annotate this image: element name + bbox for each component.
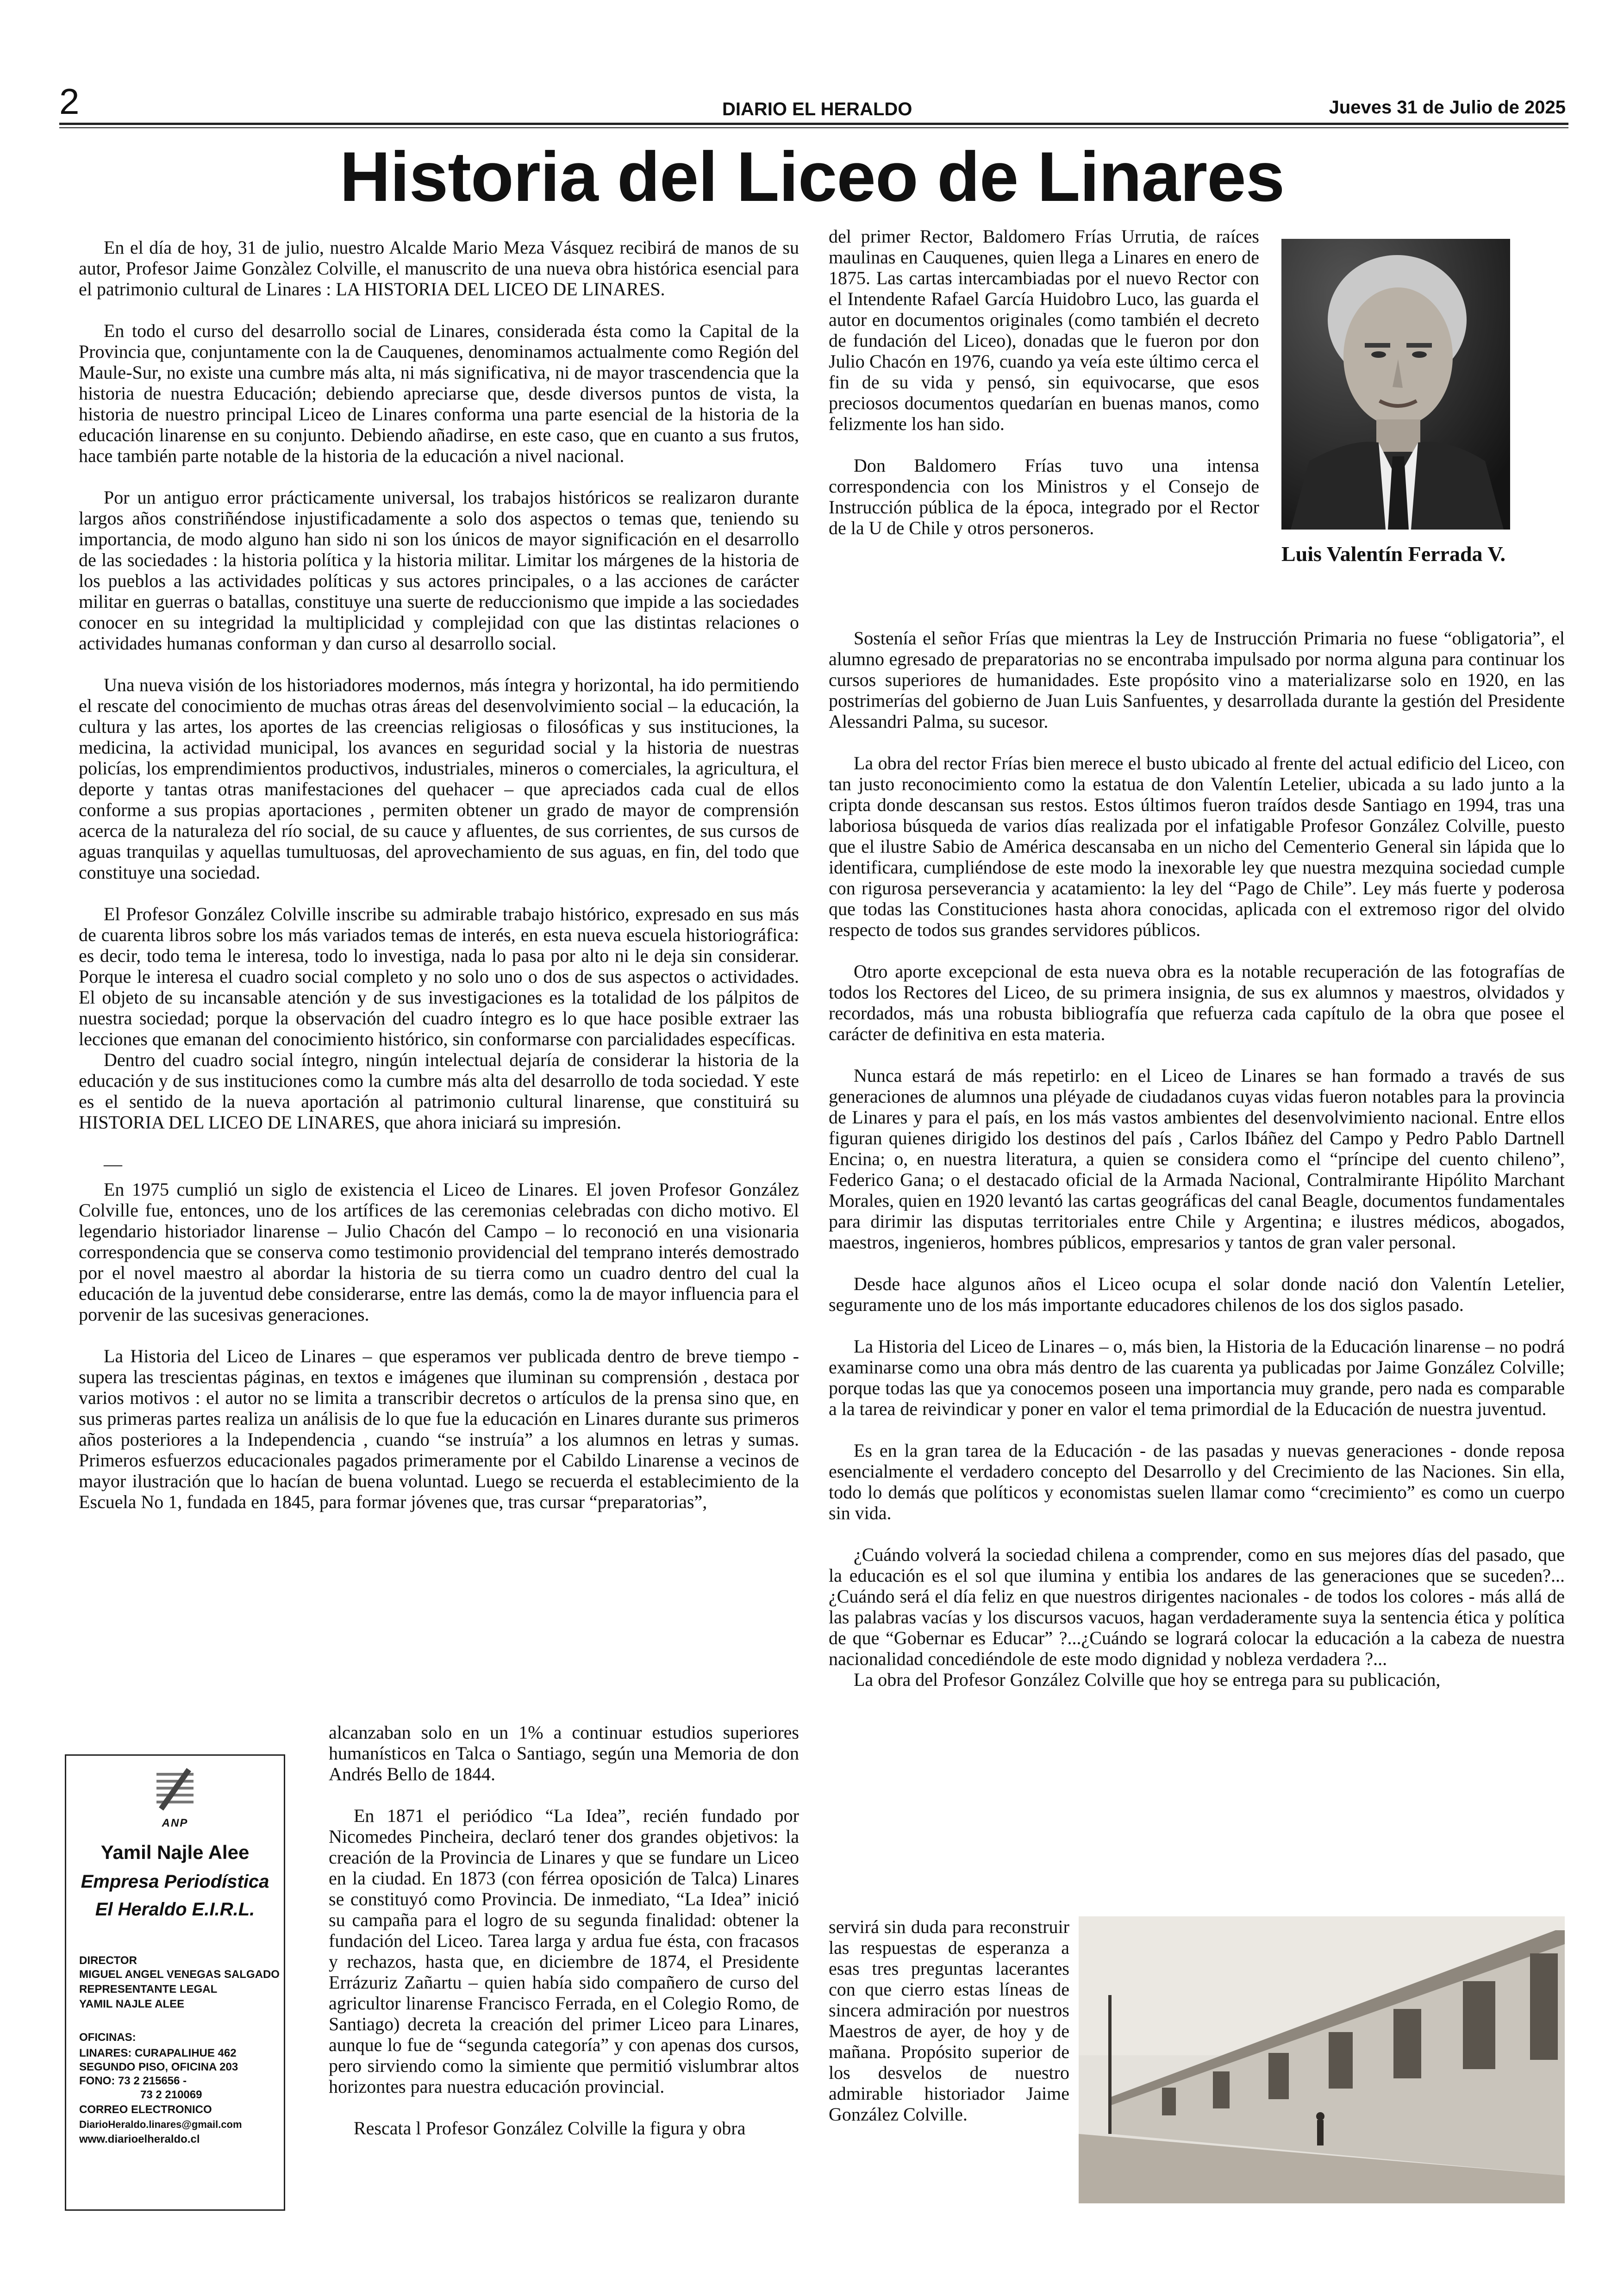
publisher-box (65, 1754, 285, 2211)
director-name: MIGUEL ANGEL VENEGAS SALGADO (79, 1968, 280, 1981)
phone-line1: FONO: 73 2 215656 - (79, 2075, 187, 2087)
article-paragraph: El Profesor González Colville inscribe su admirable trabajo histórico, expresado en sus más de cuarenta libros sobre los más variados temas de interés, en esta nueva escuela historiográfica: es decir, todo tema le interesa, todo lo investiga, nada lo pasa por alto ni le deja sin considerar. Porque le interesa el cuadro social completo y no solo uno o dos de sus aspectos o actividades. El objeto de su incansable atención y de sus investigaciones es la totalidad de los pálpitos de nuestra sociedad; porque la observación del cuadro íntegro es lo que hace posible extraer las lecciones que emanan del conocimiento histórico, sin conformarse con parcialidades específicas. (79, 904, 799, 1049)
director-label: DIRECTOR (79, 1954, 137, 1967)
article-paragraph: del primer Rector, Baldomero Frías Urrutia, de raíces maulinas en Cauquenes, quien llega a Linares en enero de 1875. Las cartas intercambiadas por el nuevo Rector con el Intendente Rafael García Huidobro Luco, las guarda el autor en documentos originales (como también el decreto de fundación del Liceo), donadas que le fueron por don Julio Chacón en 1976, cuando ya veía este último cerca el fin de su vida y pensó, sin equivocarse, que esos preciosos documentos quedarían en buenas manos, como felizmente los han sido. (829, 226, 1259, 434)
article-paragraph: Desde hace algunos años el Liceo ocupa el solar donde nació don Valentín Letelier, seguramente uno de los más importante educadores chilenos de los dos siglos pasado. (829, 1273, 1565, 1315)
article-column-right (829, 628, 1565, 1915)
article-paragraph: Es en la gran tarea de la Educación - de las pasadas y nuevas generaciones - donde reposa esencialmente el verdadero concepto del Desarrollo y del Crecimiento de las Naciones. Sin ella, todo lo demás que políticos y economistas suelen llamar como “crecimiento” es como un cuerpo sin vida. (829, 1440, 1565, 1523)
company-name-line2: El Heraldo E.I.R.L. (95, 1899, 255, 1920)
article-paragraph: Otro aporte excepcional de esta nueva obra es la notable recuperación de las fotografías de todos los Rectores del Liceo, de su primera insignia, de sus ex alumnos y maestros, olvidados y recordados, más una robusta bibliografía que refuerza cada capítulo de la obra que posee el carácter de definitiva en esta materia. (829, 961, 1565, 1044)
article-paragraph: ¿Cuándo volverá la sociedad chilena a comprender, como en sus mejores días del pasado, que la educación es el sol que ilumina y entibia los andares de las generaciones que se suceden?... ¿Cuándo será el día feliz en que nuestros dirigentes nacionales - de todos los colores - más allá de las palabras vacías y los discursos vacuos, hagan verdaderamente suya la sentencia ética y política de que “Gobernar es Educar” ?...¿Cuándo se logrará colocar la educación a la cabeza de nuestra nacionalidad concediéndole de este modo dignidad y nobleza verdadera ?... (829, 1544, 1565, 1669)
article-paragraph: En el día de hoy, 31 de julio, nuestro Alcalde Mario Meza Vásquez recibirá de manos de su autor, Profesor Jaime Gonzàlez Colville, el manuscrito de una nueva obra histórica esencial para el patrimonio cultural de Linares : LA HISTORIA DEL LICEO DE LINARES. (79, 237, 799, 299)
article-paragraph: Don Baldomero Frías tuvo una intensa correspondencia con los Ministros y el Consejo de Instrucción pública de la época, integrado por el Rector de la U de Chile y otros personeros. (829, 455, 1259, 538)
header-rule (59, 123, 1568, 125)
article-headline: Historia del Liceo de Linares (339, 137, 1285, 216)
offices-line1: LINARES: CURAPALIHUE 462 (79, 2047, 237, 2059)
page-number: 2 (59, 81, 80, 122)
offices-label: OFICINAS: (79, 2031, 136, 2044)
email-address[interactable]: DiarioHeraldo.linares@gmail.com (79, 2119, 242, 2130)
portrait-image (1281, 239, 1510, 530)
article-paragraph: Nunca estará de más repetirlo: en el Liceo de Linares se han formado a través de sus generaciones de alumnos una pléyade de ciudadanos cuyas vidas fueron notables para la provincia de Linares y para el país, en los más vastos ambientes del desenvolvimiento nacional. Entre ellos figuran quienes dirigido los destinos del país , Carlos Ibáñez del Campo y Pedro Pablo Dartnell Encina; o, en nuestra literatura, a quien se considera como el “príncipe del cuento chileno”, Federico Gana; o el destacado oficial de la Armada Nacional, Contralmirante Hipólito Marchant Morales, quien en 1920 levantó las cartas geográficas del canal Beagle, documentos fundamentales para dirimir las disputas territoriales entre Chile y Argentina; e ilustres médicos, abogados, maestros, ingenieros, hombres públicos, empresarios y tantos de gran valer personal. (829, 1065, 1565, 1253)
article-paragraph: La obra del Profesor González Colville que hoy se entrega para su publicación, (854, 1669, 1441, 1690)
article-paragraph: En todo el curso del desarrollo social de Linares, considerada ésta como la Capital de la Provincia que, conjuntamente con la de Cauquenes, denominamos actualmente como Región del Maule-Sur, no existe una cumbre más alta, ni más significativa, ni de mayor trascendencia que la historia de nuestra Educación; debiendo apreciarse que, desde diversos puntos de vista, la historia de nuestro principal Liceo de Linares conforma una parte esencial de la historia de la educación linarense en su conjunto. Debiendo añadirse, en este caso, que en cuanto a sus frutos, hace también parte notable de la historia de la educación a nivel nacional. (79, 320, 799, 466)
email-label: CORREO ELECTRONICO (79, 2103, 212, 2116)
article-paragraph: La Historia del Liceo de Linares – que esperamos ver publicada dentro de breve tiempo - supera las trescientas páginas, en textos e imágenes que iluminan su comprensión , destaca por varios motivos : el autor no se limita a transcribir decretos o artículos de la prensa sino que, en sus primeras partes realiza un análisis de lo que fue la educación en Linares durante sus primeros años posteriores a la Independencia , cuando “se instruía” a los alumnos en letras y sumas. Primeros esfuerzos educacionales pagados primeramente por el Cabildo Linarense a vecinos de mayor ilustración que lo hacían de buena voluntad. Luego se recuerda el establecimiento de la Escuela No 1, fundada en 1845, para formar jóvenes que, tras cursar “preparatorias”, (79, 1346, 799, 1512)
issue-date: Jueves 31 de Julio de 2025 (1329, 97, 1566, 118)
owner-name: Yamil Najle Alee (100, 1841, 250, 1863)
phone-line2: 73 2 210069 (140, 2089, 202, 2101)
article-paragraph: La Historia del Liceo de Linares – o, más bien, la Historia de la Educación linarense – no podrá examinarse como una obra más dentro de las cuarenta ya publicadas por Jaime González Colville; porque todas las que ya conocemos poseen una importancia muy grande, pero nada es comparable a la tarea de reivindicar y poner en valor el tema primordial de la Educación de nuestra juventud. (829, 1336, 1565, 1419)
article-paragraph: En 1871 el periódico “La Idea”, recién fundado por Nicomedes Pincheira, declaró tener dos grandes objetivos: la creación de la Provincia de Linares y que se fundare un Liceo en la ciudad. En 1873 (con férrea oposición de Talca) Linares se constituyó como Provincia. De inmediato, “La Idea” inició su campaña para el logro de su segunda finalidad: obtener la fundación del Liceo. Tarea larga y ardua fue ésta, con fracasos y rechazos, hasta que, en diciembre de 1874, el Presidente Errázuriz Zañartu – quien había sido compañero de curso del agricultor linarense Francisco Ferrada, en el Colegio Romo, de Santiago) decreta la creación del primer Liceo para Linares, aunque lo fue de “segunda categoría” y con apenas dos cursos, pero sirviendo como la simiente que permitió vislumbrar altos horizontes para nuestra educación provincial. (329, 1805, 799, 2097)
company-name-line1: Empresa Periodística (81, 1871, 269, 1892)
anp-logo-mark (150, 1765, 200, 1816)
section-separator: — (104, 1154, 122, 1174)
article-column-bottom-right (829, 1916, 1069, 2250)
article-paragraph: La obra del rector Frías bien merece el busto ubicado al frente del actual edificio del Liceo, con tan justo reconocimiento como la estatua de don Valentín Letelier, ubicada a su lado junto a la cripta donde descansan sus restos. Estos últimos fueron traídos desde Santiago en 1994, tras una laboriosa búsqueda de varios días realizada por el infatigable Profesor González Colville, puesto que el ilustre Sabio de América descansaba en un nicho del Cementerio General sin lápida que lo identificara, cumpliéndose de este modo la inexorable ley que nuestra mezquina sociedad cumple con rigurosa perseverancia y acatamiento: la ley del “Pago de Chile”. Ley más fuerte y poderosa que todas las Constituciones hasta ahora conocidas, aplicada con el extremoso rigor del olvido respecto de todos sus grandes servidores públicos. (829, 753, 1565, 940)
article-column-left (79, 237, 799, 1658)
article-paragraph: servirá sin duda para reconstruir las respuestas de esperanza a esas tres preguntas lacerantes con que cierro estas líneas de sincera admiración por nuestros Maestros de ayer, de hoy y de mañana. Propósito superior de los desvelos de nuestro admirable historiador Jaime González Colville. (829, 1916, 1069, 2125)
publication-name: DIARIO EL HERALDO (722, 99, 912, 119)
article-column-left-continued (329, 1722, 799, 2213)
anp-logo-label: ANP (162, 1817, 188, 1829)
offices-line2: SEGUNDO PISO, OFICINA 203 (79, 2061, 238, 2073)
anp-logo-icon (66, 1765, 284, 1818)
portrait-photo (1281, 239, 1510, 530)
historic-building-photo (1079, 1916, 1565, 2203)
article-paragraph: Por un antiguo error prácticamente universal, los trabajos históricos se realizaron durante largos años constriñéndose injustificadamente a solo dos aspectos o temas que, teniendo su importancia, de modo alguno han sido ni son los únicos de mayor significación en el desarrollo de las sociedades : la historia política y la historia militar. Limitar los márgenes de la historia de los pueblos a las actividades políticas y sus actores principales, o a las acciones de carácter militar en guerras o batallas, constituye una suerte de reduccionismo que impide a las sociedades conocer en su integridad la multiplicidad y complejidad con que las distintas relaciones o actividades humanas conforman y dan curso al desarrollo social. (79, 487, 799, 654)
header-rule-thin (59, 127, 1568, 128)
article-paragraph: alcanzaban solo en un 1% a continuar estudios superiores humanísticos en Talca o Santiago, según una Memoria de don Andrés Bello de 1844. (329, 1722, 799, 1784)
article-paragraph: Rescata l Profesor González Colville la figura y obra (354, 2118, 746, 2139)
legal-rep-name: YAMIL NAJLE ALEE (79, 1998, 185, 2010)
legal-rep-label: REPRESENTANTE LEGAL (79, 1983, 218, 1996)
photo-caption: Luis Valentín Ferrada V. (1281, 542, 1505, 566)
building-image (1079, 1916, 1565, 2203)
article-column-top-right (829, 226, 1259, 619)
article-paragraph: Sostenía el señor Frías que mientras la Ley de Instrucción Primaria no fuese “obligatoria”, el alumno egresado de preparatorias no se encontraba impulsado por norma alguna para continuar los cursos superiores de humanidades. Este propósito vino a materializarse solo en 1920, en las postrimerías del gobierno de Juan Luis Sanfuentes, y desarrollada durante la gestión del Presidente Alessandri Palma, su sucesor. (829, 628, 1565, 732)
article-paragraph: Una nueva visión de los historiadores modernos, más íntegra y horizontal, ha ido permitiendo el rescate del conocimiento de muchas otras áreas del desenvolvimiento social – la educación, la cultura y las artes, los aportes de las creencias religiosas o filosóficas y sus instituciones, la medicina, la actividad municipal, los avances en seguridad social y la historia de nuestras policías, los emprendimientos productivos, industriales, mineros o comerciales, la agricultura, el deporte y tantas otras manifestaciones del quehacer – que apreciados cada cual de ellos conforme a sus propias aportaciones , permiten obtener un grado de mayor de comprensión acerca de la naturaleza del río social, de su cauce y afluentes, de sus corrientes, de sus cursos de aguas tranquilas y aquellas tumultuosas, del aprovechamiento de sus aguas, en fin, del todo que constituye una sociedad. (79, 674, 799, 883)
website-link[interactable]: www.diarioelheraldo.cl (79, 2133, 200, 2145)
article-paragraph: Dentro del cuadro social íntegro, ningún intelectual dejaría de considerar la historia de la educación y de sus instituciones como la cumbre más alta del desarrollo de toda sociedad. Y este es el sentido de la nueva aportación al patrimonio cultural linarense, que constituirá su HISTORIA DEL LICEO DE LINARES, que ahora iniciará su impresión. (79, 1049, 799, 1133)
article-paragraph: En 1975 cumplió un siglo de existencia el Liceo de Linares. El joven Profesor González Colville fue, entonces, uno de los artífices de las ceremonias celebradas con dicho motivo. El legendario historiador linarense – Julio Chacón del Campo – lo reconoció en una visionaria correspondencia que se conserva como testimonio providencial del temprano interés demostrado por el novel maestro al abordar la historia de su tierra como un cuadro dentro del cual la educación de la juventud debe considerarse, entre las demás, como la de mayor influencia para el porvenir de las sucesivas generaciones. (79, 1179, 799, 1325)
